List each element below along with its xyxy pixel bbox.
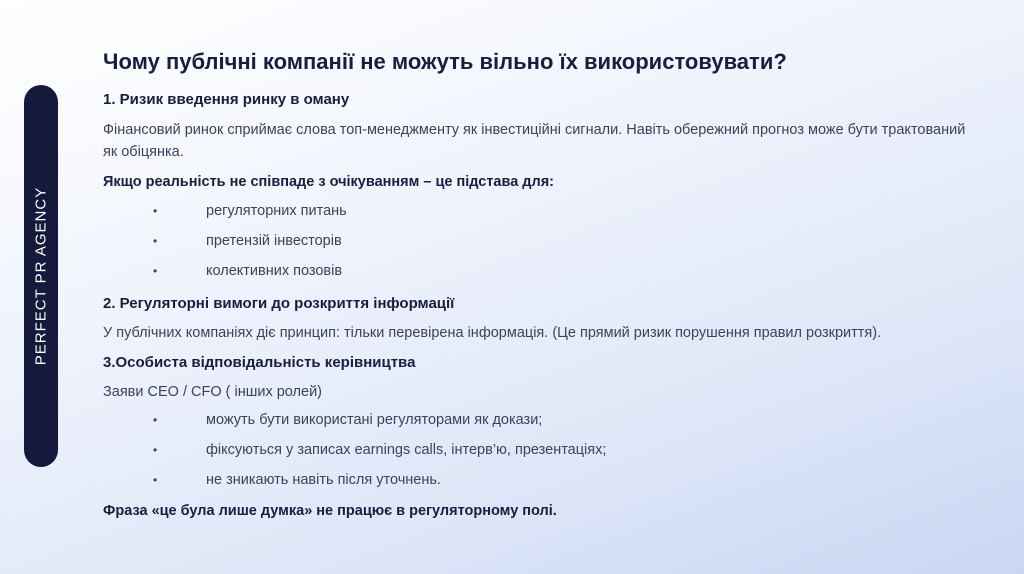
bullet-icon: • <box>153 443 158 457</box>
list-item <box>103 226 983 256</box>
list-item <box>103 405 983 435</box>
section-1-paragraph: Фінансовий ринок сприймає слова топ-менеджменту як інвестиційні сигнали. Навіть обережний прогноз може бути трактований як обіцянка. <box>103 122 966 160</box>
bullet-icon: • <box>153 264 158 278</box>
bullet-text: можуть бути використані регуляторами як докази; <box>206 412 543 428</box>
sidebar-tab <box>24 85 58 467</box>
section-1-bullet-list <box>103 196 983 286</box>
bullet-icon: • <box>153 234 158 248</box>
list-item <box>103 465 983 495</box>
section-3-paragraph: Заяви CEO / CFO ( інших ролей) <box>103 384 323 400</box>
slide-title: Чому публічні компанії не можуть вільно їх використовувати? <box>103 49 787 74</box>
bullet-text: претензій інвесторів <box>206 233 342 249</box>
section-2-heading: 2. Регуляторні вимоги до розкриття інформації <box>103 295 455 312</box>
section-3-heading: 3.Особиста відповідальність керівництва <box>103 354 416 371</box>
section-3-bullet-list <box>103 405 983 495</box>
list-item <box>103 256 983 286</box>
section-2-paragraph: У публічних компаніях діє принцип: тільки перевірена інформація. (Це прямий ризик порушення правил розкриття). <box>103 325 882 341</box>
bullet-text: не зникають навіть після уточнень. <box>206 472 441 488</box>
bullet-text: регуляторних питань <box>206 203 347 219</box>
bullet-text: фіксуються у записах earnings calls, інтерв’ю, презентаціях; <box>206 442 607 458</box>
closing-statement: Фраза «це була лише думка» не працює в регуляторному полі. <box>103 503 557 519</box>
bullet-icon: • <box>153 413 158 427</box>
section-1-bold-line: Якщо реальність не співпаде з очікуванням – це підстава для: <box>103 174 555 190</box>
brand-label: PERFECT PR AGENCY <box>32 186 50 366</box>
section-1-heading: 1. Ризик введення ринку в оману <box>103 91 350 108</box>
list-item <box>103 196 983 226</box>
list-item <box>103 435 983 465</box>
bullet-icon: • <box>153 204 158 218</box>
slide-content <box>103 48 983 521</box>
bullet-text: колективних позовів <box>206 263 343 279</box>
bullet-icon: • <box>153 473 158 487</box>
